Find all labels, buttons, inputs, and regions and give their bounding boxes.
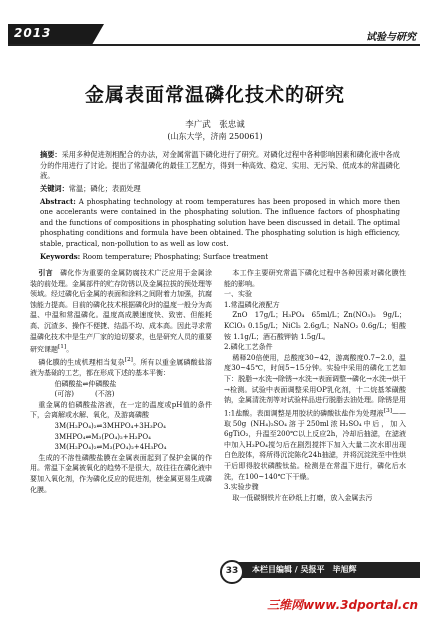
keywords-cn-text: 常温；磷化；表面处理 <box>68 184 141 193</box>
keywords-cn-label: 关键词： <box>40 184 69 193</box>
steps-paragraph: 取一低碳钢铁片在砂纸上打磨，放入金属去污 <box>232 493 373 502</box>
intro-ref: [1] <box>58 344 67 351</box>
header-column-name: 试验与研究 <box>366 32 416 43</box>
header-rule <box>8 44 420 46</box>
equation-2: 3MHPO₄⇌M₃(PO₄)₂+H₃PO₄ <box>54 432 151 441</box>
equilibrium-line: 伯磷酸盐⇌仲磷酸盐 <box>54 379 117 388</box>
subsection-conditions-heading: 2.磷化工艺条件 <box>224 343 273 352</box>
footer-editor: 本栏目编辑 / 吴报平 毕旭辉 <box>252 565 357 574</box>
abstract-en-label: Abstract: <box>40 197 76 206</box>
mechanism-paragraph <box>30 355 212 379</box>
paper-affiliation: (山东大学，济南 250061) <box>167 132 263 141</box>
dissociation-paragraph: 重金属的伯磷酸盐溶液，在一定的温度或pH值的条件下，会离解或水解、氧化，及游离磷酸 <box>30 400 212 420</box>
paper-authors: 李广武 张忠诚 <box>185 120 245 130</box>
conditions-ref: [3] <box>383 407 392 414</box>
abstract-cn-text: 采用多种促进剂相配合的办法，对金属常温下磷化进行了研究。对磷化过程中各种影响因素和磷化液中各成分的作用进行了讨论。提出了常温磷化的最佳工艺配方，得到一种高效、稳定、实用、无污染、低成本的常温磷化液。 <box>40 150 400 180</box>
conditions-text-b: ——取50g (NH₄)₂SO₄溶于250ml浓H₂SO₄中后，加入6gTiO₂，升温至200℃以上反应2h，冷却后抽滤，在滤液中加入H₃PO₄搅匀后在剧烈搅拌下加入大量二次水即出现白色胶体，将所得沉淀陈化24h抽滤，并将沉淀洗至中性烘干后即得胶状磷酸钛盐。检测是在常温下进行，磷化后水洗，在100~140℃下干燥。 <box>224 409 406 481</box>
keywords-en-label: Keywords: <box>40 252 81 261</box>
subsection-formula-heading: 1.常温磷化液配方 <box>224 300 280 309</box>
header-year: 2013 <box>14 26 52 40</box>
intro-paragraph: 引言 磷化作为重要的金属防腐技术广泛应用于金属涂装的前处理。金属部件的贮存防锈以及金属拉拔的预处理等领域。经过磷化后金属的表面和涂料之间附着力加强，抗腐蚀能力提高。目前的磷化技术根据磷化时的温度一般分为高温、中温和常温磷化。温度高成膜速度快、致密、但能耗高、沉渣多、操作不便捷、结晶不均、成本高。因此寻求常温磷化技术中是生产厂家的迫切要求，也是研究人员的重要研究课题[1]。 <box>30 268 213 354</box>
mechanism-ref: [2] <box>124 357 133 364</box>
keywords-en-text: Room temperature; Phosphating; Surface treatment <box>82 253 269 261</box>
abstract-cn-label: 摘要： <box>40 150 62 159</box>
mechanism-text-b: 。所有以重金属磷酸盐溶液为基础的工艺，都在形成下述的基本平衡： <box>30 358 213 377</box>
intro-text: 磷化作为重要的金属防腐技术广泛应用于金属涂装的前处理。金属部件的贮存防锈以及金属拉拔的预处理等领域。经过磷化后金属的表面和涂料之间附着力加强，抗腐蚀能力提高。目前的磷化技术根据磷化时的温度一般分为高温、中温和常温磷化。温度高成膜速度快、致密、但能耗高、沉渣多、操作不便捷、结晶不均、成本高。因此寻求常温磷化技术中是生产厂家的迫切要求，也是研究人员的重要研究课题 <box>30 269 213 354</box>
conditions-text: 稀释20倍使用，总酸度30~42，游离酸度0.7~2.0，温度30~45℃，时间5~15分钟。实验中采用的磷化工艺如下：脱脂→水洗→除锈→水洗→表面调整→磷化→水洗→烘干→检测。试验中表面调整采用OP乳化剂，十二烷基苯磺酸钠，金属清洗剂等对试验样品进行脱脂去油处理。除锈是用1:1盐酸。表面调整是用胶状的磷酸钛盐作为处理液 <box>224 353 406 418</box>
right-column <box>224 268 406 503</box>
left-column <box>30 268 212 495</box>
conditions-paragraph <box>224 353 406 482</box>
equilibrium-solubility: (可溶) (不溶) <box>54 390 115 399</box>
keywords-cn <box>40 184 400 195</box>
aim-paragraph: 本工作主要研究常温下磷化过程中各种因素对磷化膜性能的影响。 <box>224 269 406 288</box>
film-paragraph: 生成的不溶性磷酸盐膜在金属表面起到了保护金属的作用。常温下金属被氧化的趋势不是很大，故往往在磷化液中要加入氧化剂，作为磷化反应的促进剂，使金属更易生成磷化膜。 <box>30 453 212 494</box>
section-experiment-heading: 一、实验 <box>224 290 252 299</box>
abstract-cn <box>40 150 400 182</box>
intro-label: 引言 <box>38 268 53 277</box>
equation-1: 3M(H₂PO₄)₂⇌3MHPO₄+3H₃PO₄ <box>54 421 166 430</box>
equation-3: 3M(H₂PO₄)₂⇌M₃(PO₄)₂+4H₃PO₄ <box>54 443 167 452</box>
keywords-en <box>40 252 400 263</box>
watermark-text: 三维网www.3dportal.cn <box>267 598 418 612</box>
subsection-steps-heading: 3.实验步骤 <box>224 483 259 492</box>
paper-title: 金属表面常温磷化技术的研究 <box>84 84 345 106</box>
page-number: 33 <box>220 560 244 584</box>
abstract-en <box>40 197 400 249</box>
formula-paragraph: ZnO 17g/L；H₃PO₄ 65ml/L；Zn(NO₃)₂ 9g/L；KClO₃ 0.15g/L；NiCl₂ 2.6g/L；NaNO₂ 0.6g/L；钼酸铵 1.1g/L；酒石酸钾钠 1.5g/L。 <box>224 311 406 341</box>
abstract-en-text: A phosphating technology at room temperatures has been proposed in which more then one accelerants were contained in the phosphating solution. The influence factors of phosphating and the functions of compositions in phosphating solution have been discussed in detail. The optimal phosphating conditions and formula have been obtained. The phosphating solution is high efficiency, stable, practical, non-pollution to as well as low cost. <box>40 198 400 248</box>
mechanism-text: 磷化膜的生成机理相当复杂 <box>38 358 125 367</box>
